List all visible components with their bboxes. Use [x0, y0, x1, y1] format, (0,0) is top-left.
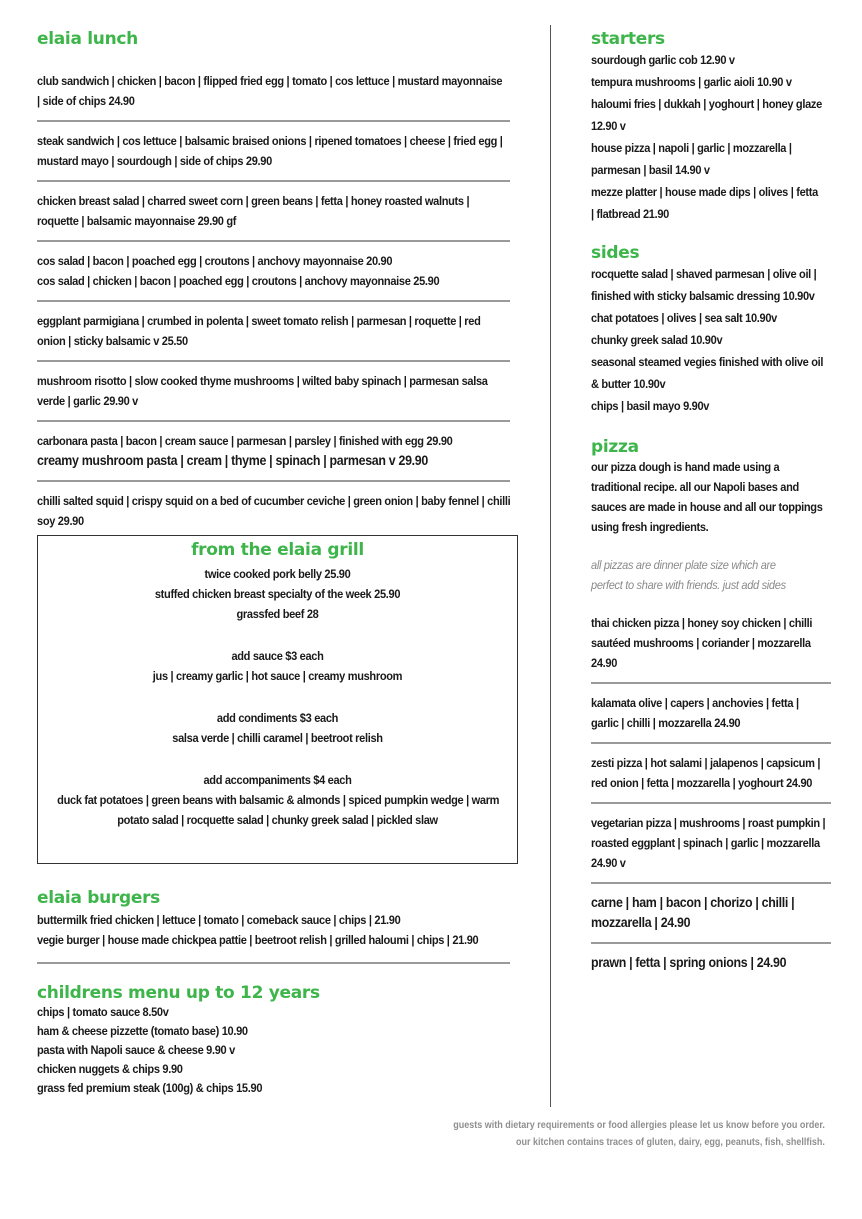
sides-list — [591, 263, 831, 417]
grill-item: stuffed chicken breast specialty of the week 25.90 — [154, 587, 401, 601]
starter-line: mezze platter | house made dips | olives | fetta — [591, 185, 818, 199]
menu-item-line: roquette | balsamic mayonnaise 29.90 gf — [37, 214, 237, 228]
starter-line: house pizza | napoli | garlic | mozzarella | — [591, 141, 792, 155]
grill-item: twice cooked pork belly 25.90 — [204, 567, 351, 581]
side-line: finished with sticky balsamic dressing 10.90v — [591, 289, 815, 303]
side-line: chunky greek salad 10.90v — [591, 333, 723, 347]
menu-item-line: carbonara pasta | bacon | cream sauce | parmesan | parsley | finished with egg 29.90 — [37, 434, 453, 448]
menu-item-line: cos salad | bacon | poached egg | croutons | anchovy mayonnaise 20.90 — [37, 254, 393, 268]
menu-item — [37, 431, 510, 482]
lunch-heading: elaia lunch — [37, 29, 138, 49]
starter-line: | flatbread 21.90 — [591, 207, 670, 221]
menu-item-line: steak sandwich | cos lettuce | balsamic braised onions | ripened tomatoes | cheese | fried egg | — [37, 134, 503, 148]
pizza-item-line: sautéed mushrooms | coriander | mozzarella — [591, 636, 811, 650]
menu-item — [37, 131, 510, 182]
kids-item: pasta with Napoli sauce & cheese 9.90 v — [37, 1043, 235, 1057]
accompaniments-options: duck fat potatoes | green beans with balsamic & almonds | spiced pumpkin wedge | warm — [57, 793, 500, 807]
footer-line: guests with dietary requirements or food allergies please let us know before you order. — [453, 1120, 825, 1131]
kids-item: ham & cheese pizzette (tomato base) 10.90 — [37, 1024, 248, 1038]
menu-item-line: club sandwich | chicken | bacon | flipped fried egg | tomato | cos lettuce | mustard mayonnaise — [37, 74, 503, 88]
starters-heading: starters — [591, 29, 665, 49]
menu-item-line: mustard mayo | sourdough | side of chips 29.90 — [37, 154, 272, 168]
menu-item-line: chicken breast salad | charred sweet corn | green beans | fetta | honey roasted walnuts | — [37, 194, 470, 208]
pizza-item-line: 24.90 — [591, 656, 618, 670]
pizza-item-line: 24.90 v — [591, 856, 626, 870]
pizza-intro-line: sauces are made in house and all our toppings — [591, 500, 823, 514]
burger-item: vegie burger | house made chickpea pattie | beetroot relish | grilled haloumi | chips | 21.90 — [37, 933, 479, 947]
pizza-item-line: mozzarella | 24.90 — [591, 915, 691, 930]
pizza-heading: pizza — [591, 437, 639, 457]
condiments-options: salsa verde | chilli caramel | beetroot relish — [172, 731, 383, 745]
menu-item-line: soy 29.90 — [37, 514, 84, 528]
pizza-note-line: perfect to share with friends. just add sides — [591, 578, 786, 592]
kids-item: chips | tomato sauce 8.50v — [37, 1005, 169, 1019]
pizza-item — [591, 753, 831, 804]
side-line: seasonal steamed vegies finished with olive oil — [591, 355, 824, 369]
menu-item-line: creamy mushroom pasta | cream | thyme | spinach | parmesan v 29.90 — [37, 453, 428, 468]
pizza-item-line: prawn | fetta | spring onions | 24.90 — [591, 955, 787, 970]
starter-line: tempura mushrooms | garlic aioli 10.90 v — [591, 75, 792, 89]
kids-section — [37, 983, 510, 1098]
sauce-heading: add sauce $3 each — [231, 649, 324, 663]
pizza-item-line: garlic | chilli | mozzarella 24.90 — [591, 716, 741, 730]
burgers-heading: elaia burgers — [37, 888, 161, 908]
menu-item-line: eggplant parmigiana | crumbed in polenta | sweet tomato relish | parmesan | roquette | red — [37, 314, 481, 328]
sides-heading: sides — [591, 243, 640, 263]
kids-item: chicken nuggets & chips 9.90 — [37, 1062, 183, 1076]
menu-item — [37, 371, 510, 422]
pizza-item — [591, 813, 831, 884]
side-line: chips | basil mayo 9.90v — [591, 399, 710, 413]
pizza-item — [591, 953, 831, 982]
burgers-section — [37, 888, 510, 973]
pizza-intro-line: using fresh ingredients. — [591, 520, 709, 534]
starter-line: parmesan | basil 14.90 v — [591, 163, 710, 177]
pizza-intro — [591, 457, 831, 537]
pizza-list — [591, 613, 831, 982]
footer-line: our kitchen contains traces of gluten, dairy, egg, peanuts, fish, shellfish. — [516, 1137, 825, 1148]
menu-item-line: cos salad | chicken | bacon | poached egg | croutons | anchovy mayonnaise 25.90 — [37, 274, 440, 288]
pizza-item-line: carne | ham | bacon | chorizo | chilli | — [591, 895, 795, 910]
menu-item-line: mushroom risotto | slow cooked thyme mushrooms | wilted baby spinach | parmesan salsa — [37, 374, 488, 388]
side-line: rocquette salad | shaved parmesan | olive oil | — [591, 267, 817, 281]
menu-item-line: verde | garlic 29.90 v — [37, 394, 138, 408]
column-divider — [550, 25, 551, 1107]
starter-line: haloumi fries | dukkah | yoghourt | honey glaze — [591, 97, 822, 111]
menu-item-line: chilli salted squid | crispy squid on a bed of cucumber ceviche | green onion | baby fennel | chilli — [37, 494, 511, 508]
allergy-footer — [453, 1117, 825, 1151]
menu-item — [37, 311, 510, 362]
menu-item — [37, 71, 510, 122]
grill-heading: from the elaia grill — [191, 540, 364, 560]
pizza-item-line: red onion | fetta | mozzarella | yoghourt 24.90 — [591, 776, 813, 790]
pizza-item-line: zesti pizza | hot salami | jalapenos | capsicum | — [591, 756, 821, 770]
side-line: chat potatoes | olives | sea salt 10.90v — [591, 311, 777, 325]
menu-item — [37, 251, 510, 302]
pizza-item-line: roasted eggplant | spinach | garlic | mozzarella — [591, 836, 820, 850]
pizza-item — [591, 893, 831, 944]
pizza-item — [591, 693, 831, 744]
pizza-intro-line: our pizza dough is hand made using a — [591, 460, 780, 474]
pizza-note-line: all pizzas are dinner plate size which are — [591, 558, 776, 572]
menu-item-line: | side of chips 24.90 — [37, 94, 135, 108]
condiments-heading: add condiments $3 each — [216, 711, 339, 725]
pizza-note — [591, 555, 831, 595]
lunch-list — [37, 71, 510, 540]
starter-line: sourdough garlic cob 12.90 v — [591, 53, 735, 67]
starters-list — [591, 49, 831, 225]
pizza-item-line: kalamata olive | capers | anchovies | fetta | — [591, 696, 799, 710]
right-column — [591, 29, 831, 991]
menu-item — [37, 491, 510, 540]
pizza-item — [591, 613, 831, 684]
pizza-intro-line: traditional recipe. all our Napoli bases and — [591, 480, 799, 494]
sauce-options: jus | creamy garlic | hot sauce | creamy mushroom — [152, 669, 403, 683]
lunch-section — [37, 29, 510, 549]
accompaniments-heading: add accompaniments $4 each — [203, 773, 352, 787]
menu-item — [37, 191, 510, 242]
kids-heading: childrens menu up to 12 years — [37, 983, 320, 1003]
burger-item: buttermilk fried chicken | lettuce | tomato | comeback sauce | chips | 21.90 — [37, 913, 401, 927]
starter-line: 12.90 v — [591, 119, 626, 133]
grill-item: grassfed beef 28 — [236, 607, 319, 621]
menu-item-line: onion | sticky balsamic v 25.50 — [37, 334, 188, 348]
kids-item: grass fed premium steak (100g) & chips 15.90 — [37, 1081, 263, 1095]
grill-box — [37, 535, 518, 864]
pizza-item-line: thai chicken pizza | honey soy chicken | chilli — [591, 616, 813, 630]
accompaniments-options: potato salad | rocquette salad | chunky greek salad | pickled slaw — [117, 813, 438, 827]
side-line: & butter 10.90v — [591, 377, 666, 391]
pizza-item-line: vegetarian pizza | mushrooms | roast pumpkin | — [591, 816, 826, 830]
